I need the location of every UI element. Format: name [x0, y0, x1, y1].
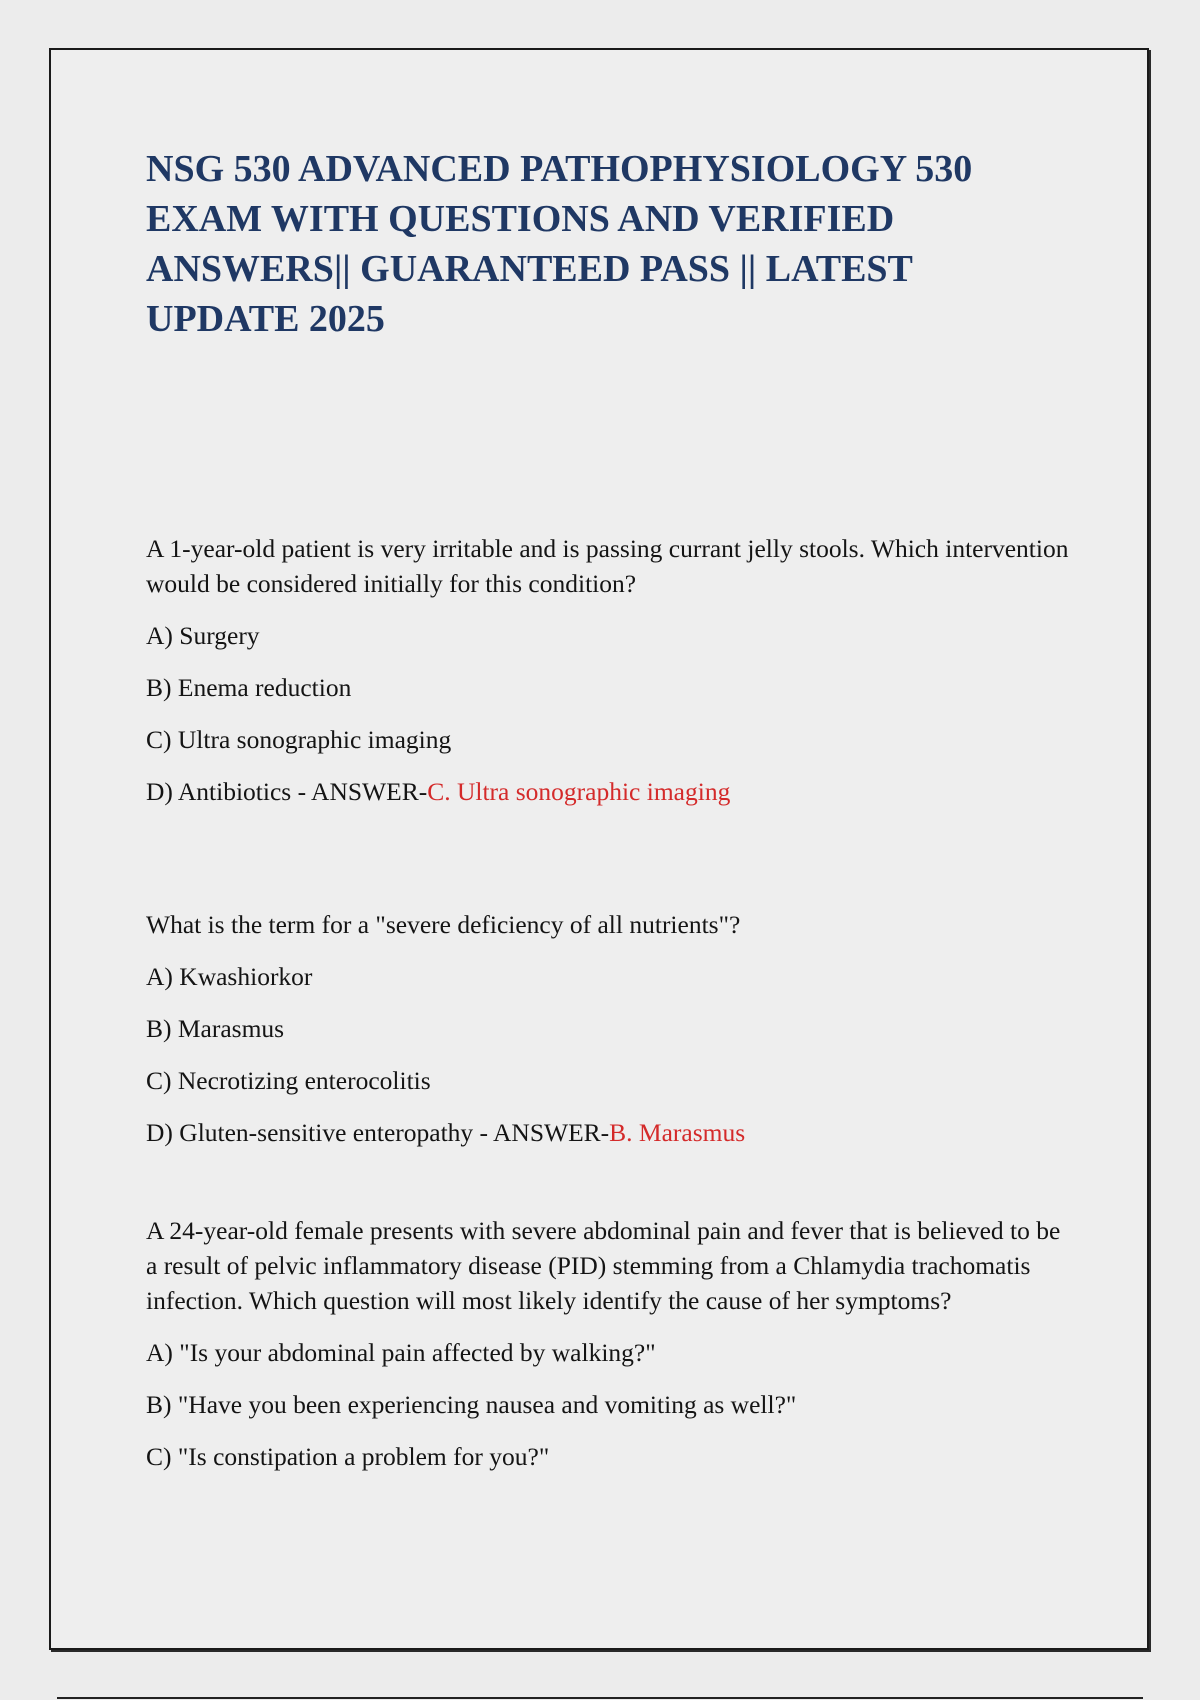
option-c: C) Necrotizing enterocolitis: [146, 1066, 431, 1095]
document-title: NSG 530 ADVANCED PATHOPHYSIOLOGY 530 EXAM WITH QUESTIONS AND VERIFIED ANSWERS|| GUARANTEED PASS || LATEST UPDATE 2025: [146, 148, 973, 340]
option-d: [146, 774, 1076, 809]
option-c: C) "Is constipation a problem for you?": [146, 1442, 550, 1471]
question-text: A 24-year-old female presents with severe abdominal pain and fever that is believed to be a result of pelvic inflammatory disease (PID) stemming from a Chlamydia trachomatis infection. Which question will most likely identify the cause of her symptoms?: [146, 1216, 1061, 1315]
answer-text: C. Ultra sonographic imaging: [427, 777, 731, 806]
question-block-1: [146, 531, 1076, 826]
option-a: A) Surgery: [146, 621, 260, 650]
question-text: A 1-year-old patient is very irritable and is passing currant jelly stools. Which intervention would be considered initially for this condition?: [146, 534, 1069, 598]
answer-text: B. Marasmus: [609, 1118, 746, 1147]
question-text: What is the term for a "severe deficiency of all nutrients"?: [146, 910, 741, 939]
question-block-3: [146, 1213, 1076, 1491]
option-d: [146, 1115, 1076, 1150]
question-block-2: [146, 907, 1076, 1167]
option-b: B) "Have you been experiencing nausea and vomiting as well?": [146, 1390, 797, 1419]
option-d-text: D) Gluten-sensitive enteropathy - ANSWER-: [146, 1118, 610, 1147]
option-c: C) Ultra sonographic imaging: [146, 725, 452, 754]
document-page: [49, 48, 1149, 1650]
next-page-edge-divider: [57, 1697, 1143, 1699]
option-a: A) Kwashiorkor: [146, 962, 313, 991]
option-b: B) Marasmus: [146, 1014, 285, 1043]
option-b: B) Enema reduction: [146, 673, 352, 702]
option-d-text: D) Antibiotics - ANSWER-: [146, 777, 428, 806]
option-a: A) "Is your abdominal pain affected by walking?": [146, 1338, 656, 1367]
